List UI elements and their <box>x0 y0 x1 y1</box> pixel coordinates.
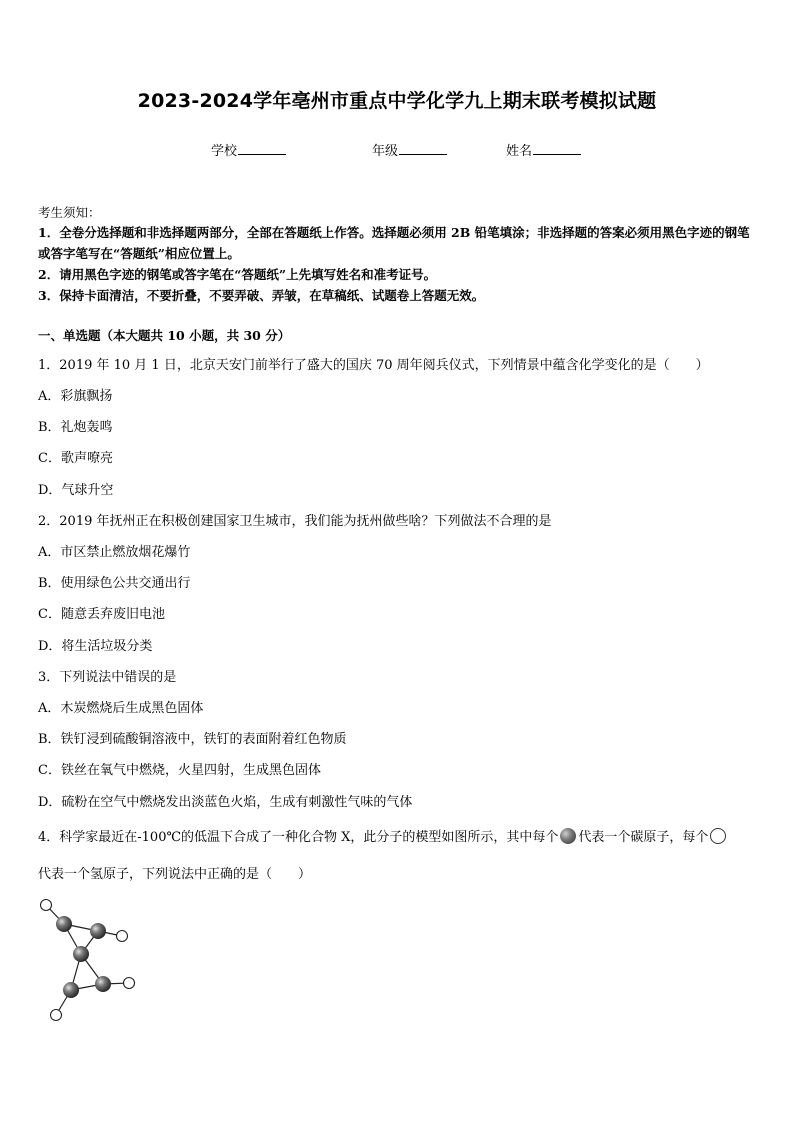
hydrogen-atom <box>41 900 52 911</box>
question-1-option-c[interactable]: C．歌声嘹亮 <box>38 451 113 466</box>
hydrogen-atom <box>124 978 135 989</box>
notice-heading: 考生须知： <box>38 205 101 220</box>
notice-item: 2．请用黑色字迹的钢笔或答字笔在“答题纸”上先填写姓名和准考证号。 <box>38 267 437 282</box>
name-field <box>506 140 581 159</box>
carbon-atom <box>90 923 106 939</box>
question-4-text-part2: 代表一个碳原子，每个 <box>578 830 709 845</box>
carbon-atom-icon <box>560 828 576 844</box>
school-field <box>211 140 286 159</box>
question-4-text-part1: 4．科学家最近在-100℃的低温下合成了一种化合物 X，此分子的模型如图所示，其中每个 <box>38 830 559 845</box>
question-3-option-d[interactable]: D．硫粉在空气中燃烧发出淡蓝色火焰，生成有刺激性气味的气体 <box>38 795 413 810</box>
question-4-stem-line2: 代表一个氢原子，下列说法中正确的是（ ） <box>38 867 312 882</box>
notice-list <box>38 222 760 306</box>
hydrogen-atom <box>117 931 128 942</box>
question-3-stem: 3．下列说法中错误的是 <box>38 670 177 685</box>
carbon-atom <box>63 982 79 998</box>
question-3-option-c[interactable]: C．铁丝在氧气中燃烧，火星四射，生成黑色固体 <box>38 763 321 778</box>
hydrogen-atom-icon <box>710 828 726 844</box>
question-2-option-b[interactable]: B．使用绿色公共交通出行 <box>38 576 191 591</box>
school-label: 学校 <box>211 144 238 159</box>
question-2-option-a[interactable]: A．市区禁止燃放烟花爆竹 <box>38 545 191 560</box>
notice-item: 3．保持卡面清洁，不要折叠，不要弄破、弄皱，在草稿纸、试题卷上答题无效。 <box>38 288 485 303</box>
name-label: 姓名 <box>506 144 533 159</box>
molecule-model-figure <box>36 893 146 1028</box>
grade-label: 年级 <box>372 144 399 159</box>
question-1-option-a[interactable]: A．彩旗飘扬 <box>38 389 113 404</box>
question-2-option-d[interactable]: D．将生活垃圾分类 <box>38 639 153 654</box>
hydrogen-atom <box>51 1010 62 1021</box>
question-3-option-b[interactable]: B．铁钉浸到硫酸铜溶液中，铁钉的表面附着红色物质 <box>38 732 347 747</box>
notice-item: 1．全卷分选择题和非选择题两部分，全部在答题纸上作答。选择题必须用 2B 铅笔填涂；非选择题的答案必须用黑色字迹的钢笔或答字笔写在“答题纸”相应位置上。 <box>38 225 750 261</box>
section-title: 一、单选题（本大题共 10 小题，共 30 分） <box>38 328 291 343</box>
carbon-atom <box>56 916 72 932</box>
page-title: 2023-2024学年亳州市重点中学化学九上期末联考模拟试题 <box>137 90 657 112</box>
carbon-atom <box>73 946 89 962</box>
grade-field <box>372 140 447 159</box>
question-2-option-c[interactable]: C．随意丢弃废旧电池 <box>38 607 165 622</box>
carbon-atom <box>95 976 111 992</box>
question-4-stem-line1 <box>38 826 760 845</box>
question-1-option-b[interactable]: B．礼炮轰鸣 <box>38 420 113 435</box>
grade-blank[interactable] <box>399 142 447 155</box>
name-blank[interactable] <box>533 142 581 155</box>
school-blank[interactable] <box>238 142 286 155</box>
question-2-stem: 2．2019 年抚州正在积极创建国家卫生城市，我们能为抚州做些啥？下列做法不合理的是 <box>38 514 552 529</box>
question-1-stem: 1．2019 年 10 月 1 日，北京天安门前举行了盛大的国庆 70 周年阅兵仪式，下列情景中蕴含化学变化的是（ ） <box>38 358 709 373</box>
question-1-option-d[interactable]: D．气球升空 <box>38 483 114 498</box>
question-3-option-a[interactable]: A．木炭燃烧后生成黑色固体 <box>38 701 204 716</box>
